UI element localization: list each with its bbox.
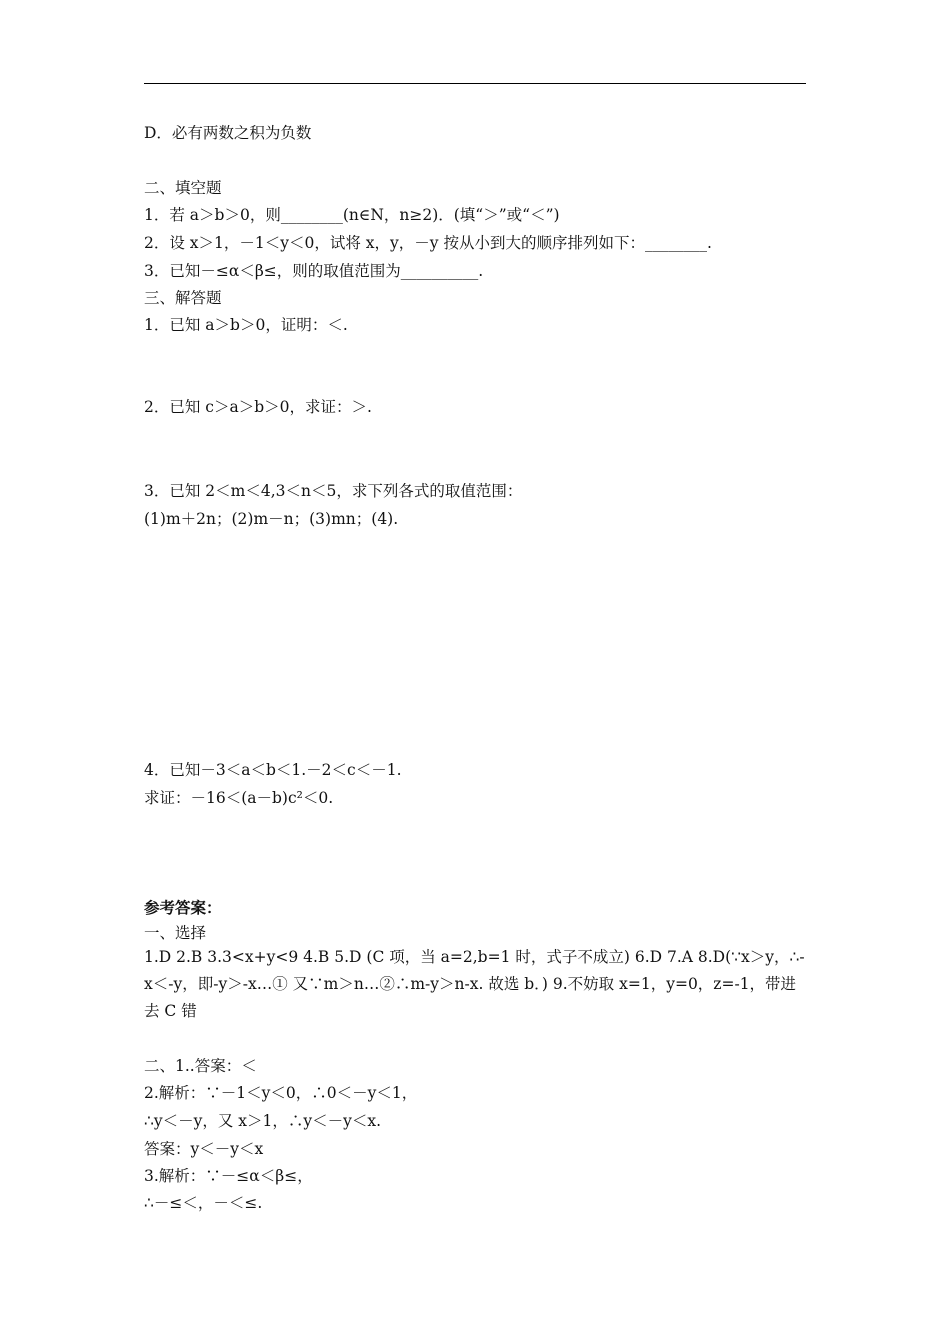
header-rule [144, 83, 806, 84]
solve-q4: 4．已知－3＜a＜b＜1.－2＜c＜－1. [144, 761, 402, 779]
answers-sec2-2c: 答案：y＜－y＜x [144, 1140, 264, 1158]
solve-q3-parts: (1)m＋2n；(2)m－n；(3)mn；(4). [144, 510, 399, 528]
fill-q1: 1．若 a＞b＞0，则________(n∈N，n≥2)．(填“＞”或“＜”) [144, 206, 560, 224]
answers-sec2-2: 2.解析：∵－1＜y＜0，∴0＜－y＜1， [144, 1084, 418, 1102]
answers-sec2-2b: ∴y＜－y，又 x＞1，∴y＜－y＜x. [144, 1112, 382, 1130]
solve-q2: 2．已知 c＞a＞b＞0，求证：＞. [144, 398, 372, 416]
answers-choice-para: 1.D 2.B 3.3<x+y<9 4.B 5.D (C 项，当 a=2,b=1 时，式子不成立) 6.D 7.A 8.D(∵x＞y，∴-x＜-y，即-y＞-x…① 又∵m＞n…②∴m-y＞n-x. 故选 b．) 9.不妨取 x=1，y=0，z=-1，带进去 C 错 [144, 948, 805, 1020]
choice-d: D．必有两数之积为负数 [144, 124, 312, 142]
answers-sec2-3: 3.解析：∵－≤α＜β≤， [144, 1167, 313, 1185]
section-solve-title: 三、解答题 [144, 289, 222, 307]
fill-q3: 3．已知－≤α＜β≤，则的取值范围为__________. [144, 262, 484, 280]
solve-q3: 3．已知 2＜m＜4,3＜n＜5，求下列各式的取值范围： [144, 482, 523, 500]
section-fill-title: 二、填空题 [144, 179, 222, 197]
fill-q2: 2．设 x＞1，－1＜y＜0，试将 x，y，－y 按从小到大的顺序排列如下：________. [144, 234, 712, 252]
solve-q4-prove: 求证：－16＜(a－b)c²＜0. [144, 789, 334, 807]
answers-sec1-title: 一、选择 [144, 924, 207, 942]
answers-title: 参考答案： [144, 898, 222, 917]
answers-sec2-1: 二、1..答案：＜ [144, 1057, 257, 1075]
solve-q1: 1．已知 a＞b＞0，证明：＜. [144, 316, 348, 334]
answers-sec2-3b: ∴－≤＜，－＜≤. [144, 1194, 263, 1212]
